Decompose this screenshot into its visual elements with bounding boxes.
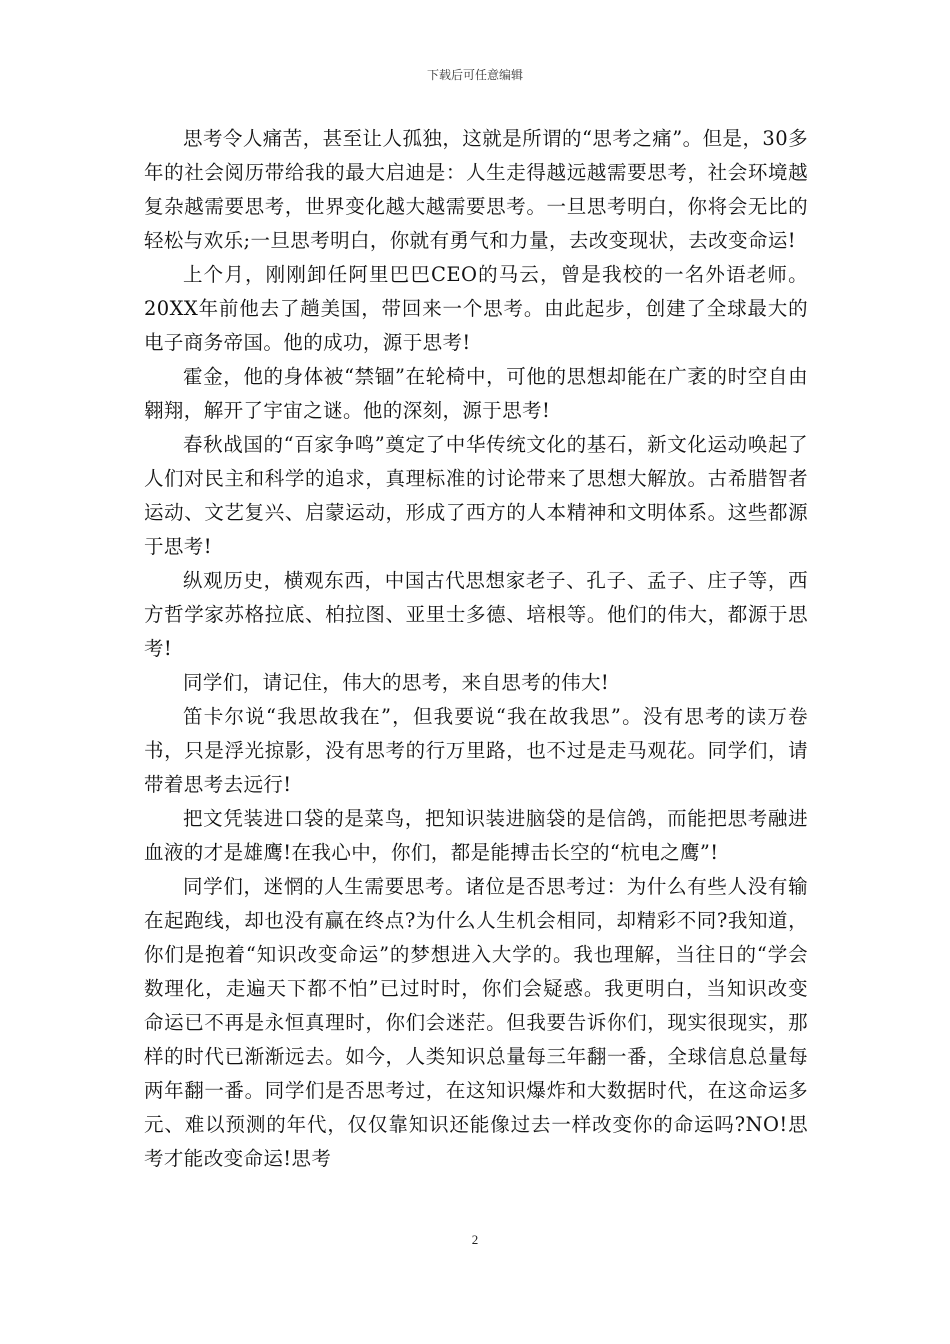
paragraph: 把文凭装进口袋的是菜鸟，把知识装进脑袋的是信鸽，而能把思考融进血液的才是雄鹰!在我心中，你们，都是能搏击长空的“杭电之鹰”!: [144, 807, 808, 864]
paragraph: 笛卡尔说“我思故我在”，但我要说“我在故我思”。没有思考的读万卷书，只是浮光掠影，没有思考的行万里路，也不过是走马观花。同学们，请带着思考去远行!: [144, 705, 808, 796]
paragraph: 同学们，请记住，伟大的思考，来自思考的伟大!: [183, 671, 610, 694]
paragraph: 霍金，他的身体被“禁锢”在轮椅中，可他的思想却能在广袤的时空自由翱翔，解开了宇宙之谜。他的深刻，源于思考!: [144, 365, 808, 422]
paragraph: 同学们，迷惘的人生需要思考。诸位是否思考过：为什么有些人没有输在起跑线，却也没有赢在终点?为什么人生机会相同，却精彩不同?我知道，你们是抱着“知识改变命运”的梦想进入大学的。我也理解，当往日的“学会数理化，走遍天下都不怕”已过时时，你们会疑惑。我更明白，当知识改变命运已不再是永恒真理时，你们会迷茫。但我要告诉你们，现实很现实，那样的时代已渐渐远去。如今，人类知识总量每三年翻一番，全球信息总量每两年翻一番。同学们是否思考过，在这知识爆炸和大数据时代，在这命运多元、难以预测的年代，仅仅靠知识还能像过去一样改变你的命运吗?NO!思考才能改变命运!思考: [144, 875, 808, 1170]
page-header: 下载后可任意编辑: [426, 68, 523, 82]
document-body: [144, 122, 808, 1176]
paragraph: 上个月，刚刚卸任阿里巴巴CEO的马云，曾是我校的一名外语老师。20XX年前他去了趟美国，带回来一个思考。由此起步，创建了全球最大的电子商务帝国。他的成功，源于思考!: [144, 263, 808, 354]
paragraph: 纵观历史，横观东西，中国古代思想家老子、孔子、孟子、庄子等，西方哲学家苏格拉底、柏拉图、亚里士多德、培根等。他们的伟大，都源于思考!: [144, 569, 808, 660]
page-number: 2: [471, 1232, 479, 1247]
paragraph: 春秋战国的“百家争鸣”奠定了中华传统文化的基石，新文化运动唤起了人们对民主和科学的追求，真理标准的讨论带来了思想大解放。古希腊智者运动、文艺复兴、启蒙运动，形成了西方的人本精神和文明体系。这些都源于思考!: [144, 433, 808, 558]
paragraph: 思考令人痛苦，甚至让人孤独，这就是所谓的“思考之痛”。但是，30多年的社会阅历带给我的最大启迪是：人生走得越远越需要思考，社会环境越复杂越需要思考，世界变化越大越需要思考。一旦思考明白，你将会无比的轻松与欢乐;一旦思考明白，你就有勇气和力量，去改变现状，去改变命运!: [144, 127, 808, 252]
